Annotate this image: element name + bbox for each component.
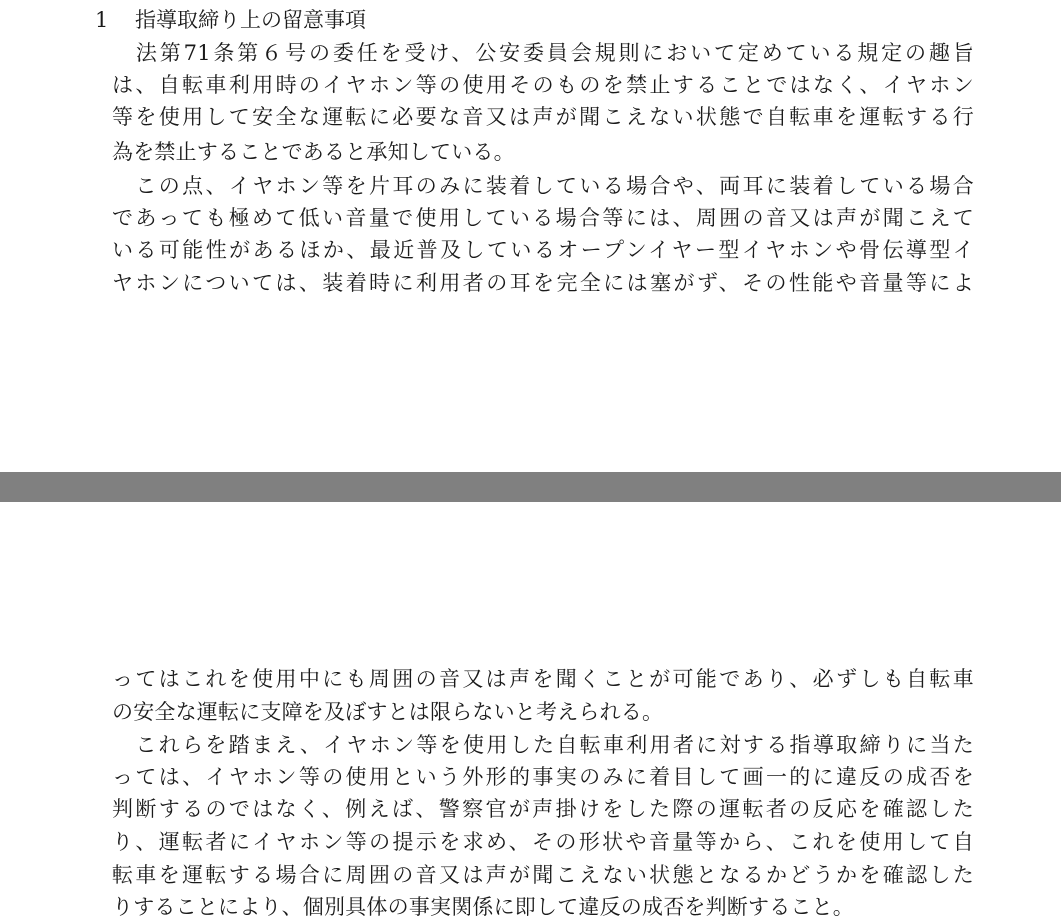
paragraph-line: ってはこれを使用中にも周囲の音又は声を聞くことが可能であり、必ずしも自転車 [112, 667, 974, 691]
paragraph-line: いる可能性があるほか、最近普及しているオープンイヤー型イヤホンや骨伝導型イ [112, 238, 974, 262]
paragraph-line: 法第71条第６号の委任を受け、公安委員会規則において定めている規定の趣旨 [112, 41, 974, 65]
section-number: 1 [95, 8, 109, 32]
paragraph-line: これらを踏まえ、イヤホン等を使用した自転車利用者に対する指導取締りに当た [112, 733, 974, 757]
paragraph-line: っては、イヤホン等の使用という外形的事実のみに着目して画一的に違反の成否を [112, 765, 974, 789]
section-title: 指導取締り上の留意事項 [135, 8, 366, 32]
page-separator [0, 472, 1061, 502]
paragraph-line: は、自転車利用時のイヤホン等の使用そのものを禁止することではなく、イヤホン [112, 73, 974, 97]
paragraph-line: り、運転者にイヤホン等の提示を求め、その形状や音量等から、これを使用して自 [112, 830, 974, 854]
paragraph-line: の安全な運転に支障を及ぼすとは限らないと考えられる。 [112, 700, 664, 724]
section-heading [95, 5, 366, 35]
paragraph-line: りすることにより、個別具体の事実関係に即して違反の成否を判断すること。 [112, 895, 854, 919]
paragraph-line: 判断するのではなく、例えば、警察官が声掛けをした際の運転者の反応を確認した [112, 797, 974, 821]
paragraph-line: この点、イヤホン等を片耳のみに装着している場合や、両耳に装着している場合 [112, 174, 974, 198]
paragraph-line: 為を禁止することであると承知している。 [112, 140, 515, 164]
paragraph-line: ヤホンについては、装着時に利用者の耳を完全には塞がず、その性能や音量等によ [112, 271, 974, 295]
paragraph-line: 等を使用して安全な運転に必要な音又は声が聞こえない状態で自転車を運転する行 [112, 105, 974, 129]
document-page-bottom [0, 502, 1061, 923]
paragraph-line: であっても極めて低い音量で使用している場合等には、周囲の音又は声が聞こえて [112, 206, 974, 230]
paragraph-line: 転車を運転する場合に周囲の音又は声が聞こえない状態となるかどうかを確認した [112, 863, 974, 887]
